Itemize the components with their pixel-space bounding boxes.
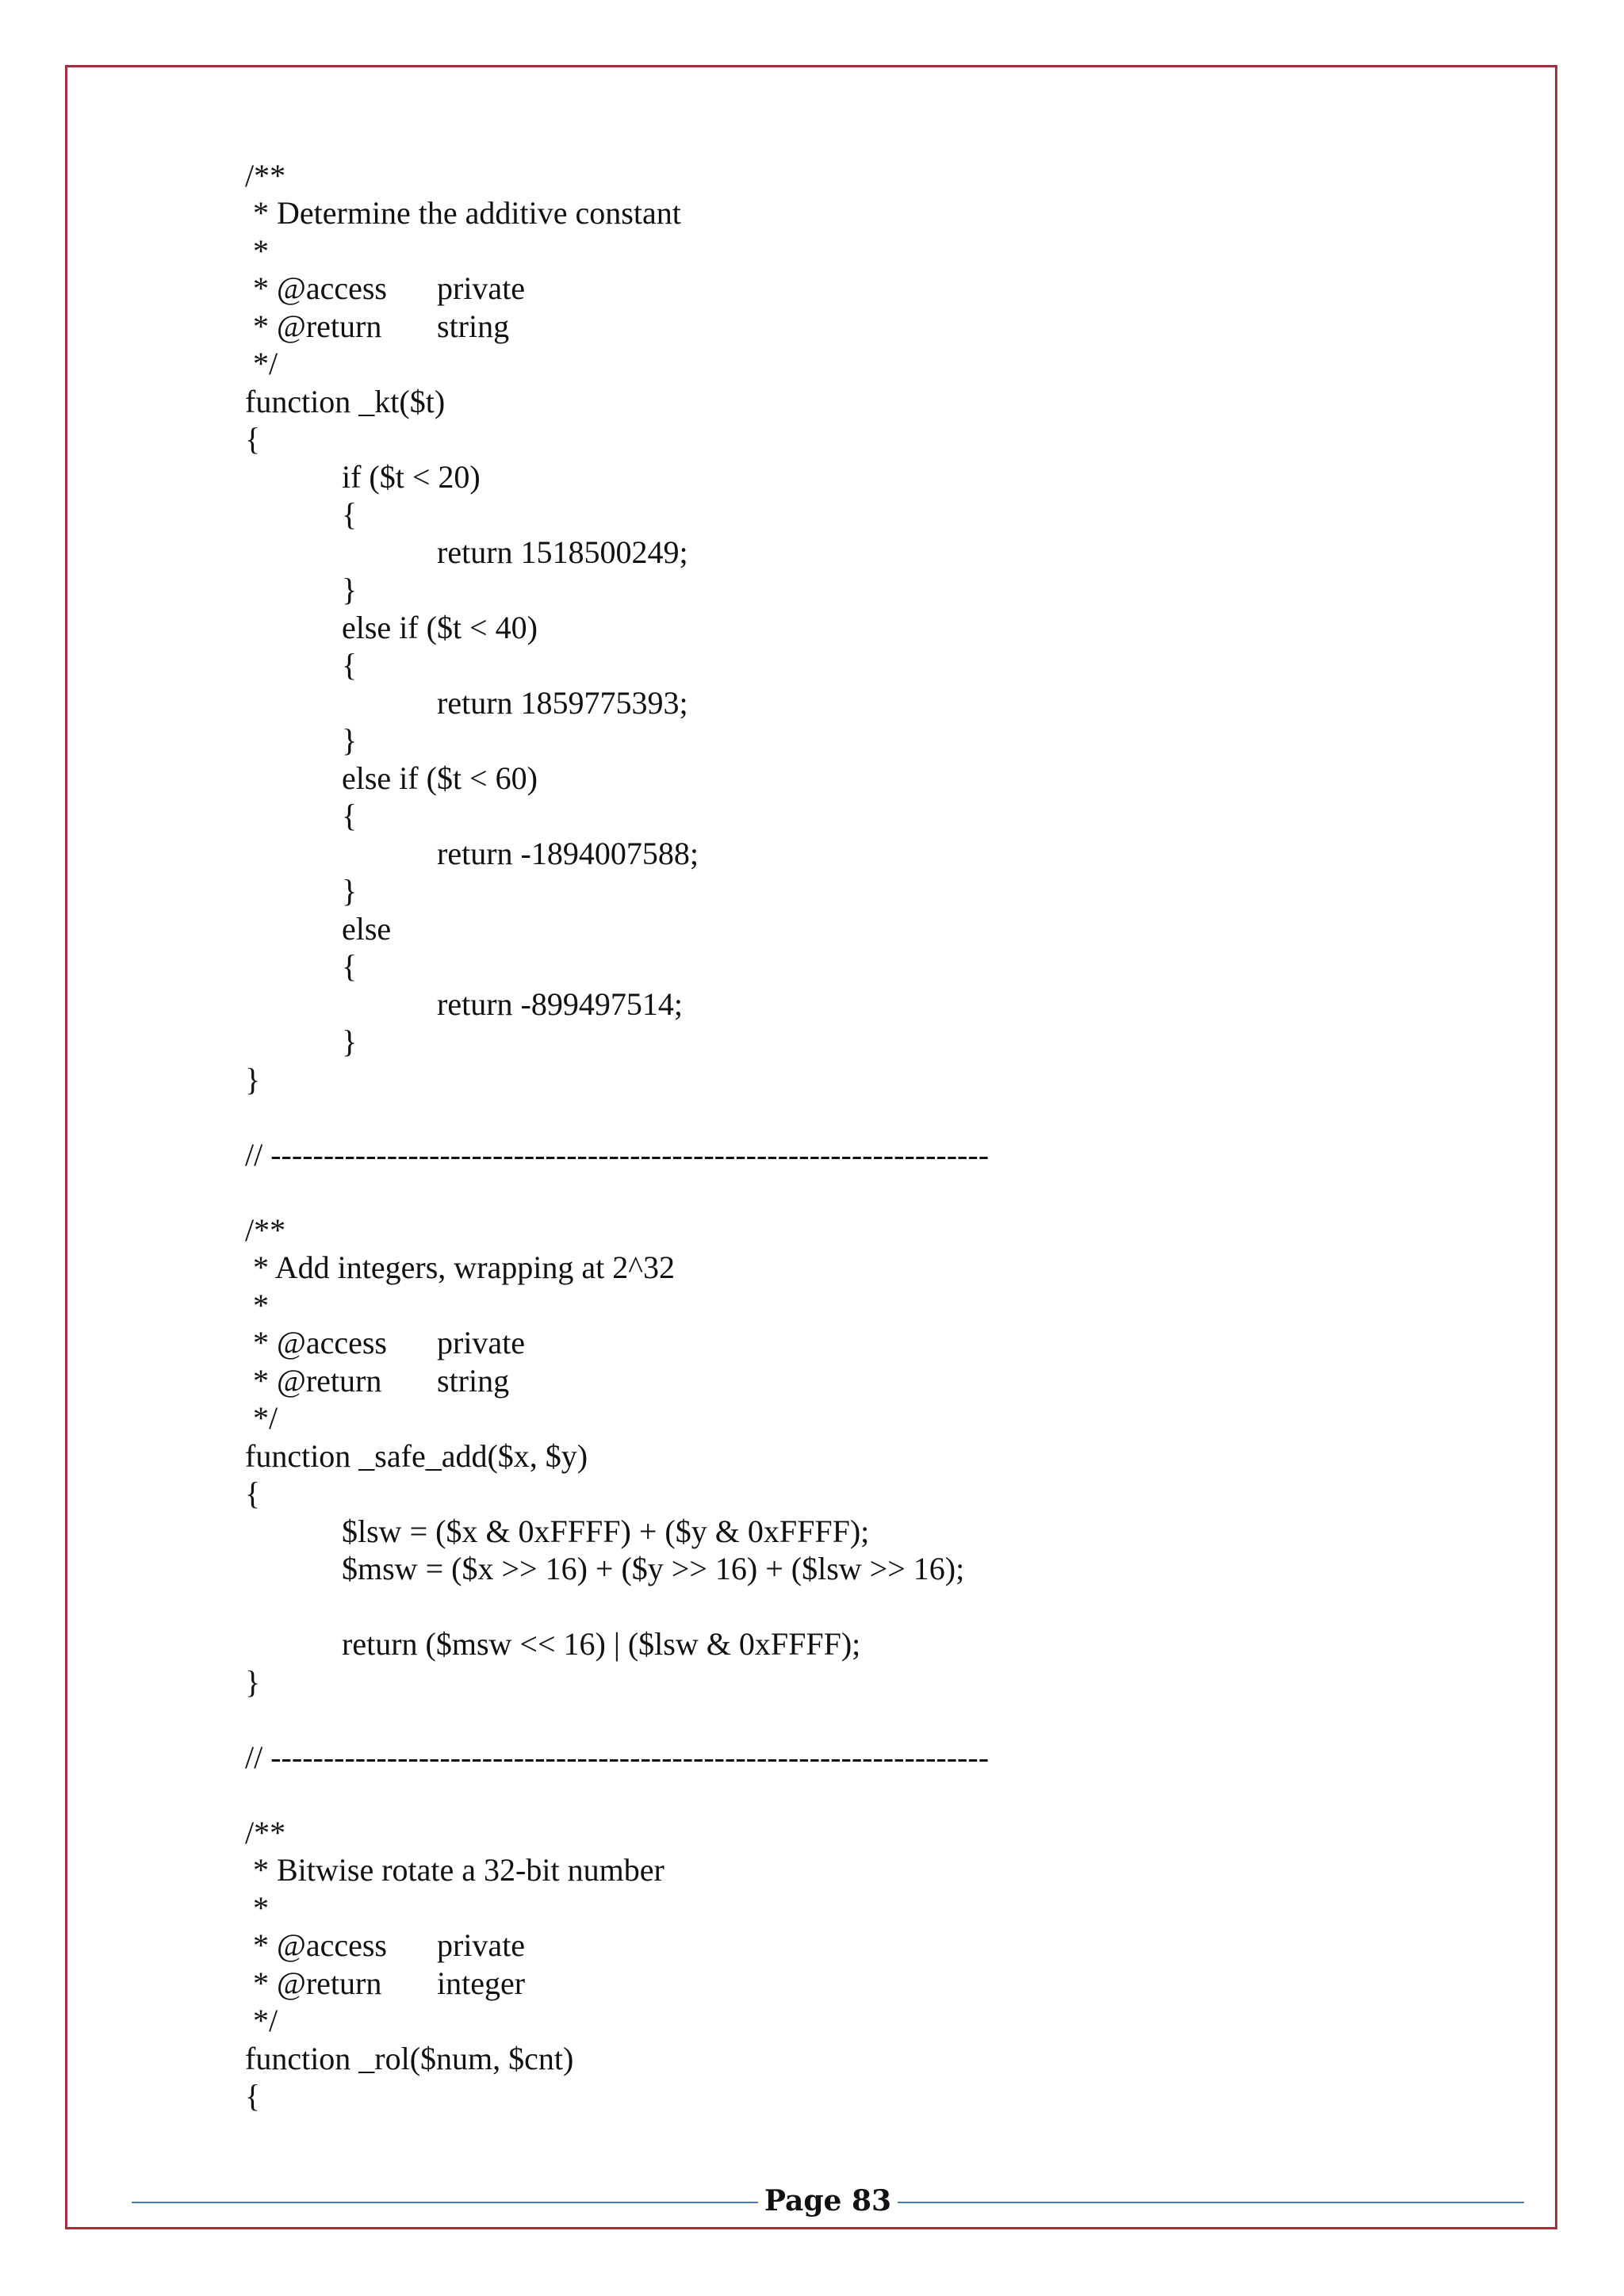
code-line: else if ($t < 40) [342,610,538,645]
footer-rule-right [898,2202,1524,2203]
doc-tag-value: private [437,1325,526,1360]
code-line: { [342,948,358,984]
code-line: { [245,1475,261,1511]
code-line: function _rol($num, $cnt) [245,2041,574,2076]
code-line: $msw = ($x >> 16) + ($y >> 16) + ($lsw >> 16); [342,1551,965,1586]
code-line: } [342,572,358,607]
code-line: { [342,647,358,683]
code-line: * [245,1288,269,1323]
code-line: $lsw = ($x & 0xFFFF) + ($y & 0xFFFF); [342,1513,870,1549]
code-line: * [245,1890,269,1926]
page-footer [0,2180,1624,2220]
code-line [245,270,526,308]
doc-tag-value: integer [437,1965,526,2001]
code-line: * Bitwise rotate a 32-bit number [245,1852,665,1888]
code-line: } [342,722,358,758]
page-number: Page 83 [764,2184,892,2218]
footer-rule-left [132,2202,758,2203]
code-line: */ [245,1400,278,1436]
code-line: * Determine the additive constant [245,195,681,231]
doc-tag: * @return [245,1965,382,2001]
code-line: function _kt($t) [245,384,446,419]
doc-tag-value: private [437,270,526,306]
code-line: } [245,1664,261,1700]
code-line: * Add integers, wrapping at 2^32 [245,1249,676,1285]
code-line: { [245,2078,261,2114]
doc-tag: * @access [245,1325,387,1360]
code-line [245,1362,510,1400]
doc-tag-value: string [437,1363,510,1399]
doc-tag-value: string [437,308,510,344]
code-line: return 1859775393; [437,685,688,721]
code-line: { [342,798,358,833]
code-line [245,1927,526,1965]
separator-comment: // -------------------------------------------------------------------- [245,1739,990,1775]
code-line: return 1518500249; [437,534,688,570]
code-line: if ($t < 20) [342,459,481,495]
doc-tag-value: private [437,1927,526,1963]
code-line [245,1324,526,1362]
code-line: } [342,1024,358,1059]
code-line: else if ($t < 60) [342,760,538,796]
code-line: } [342,873,358,909]
code-line: } [245,1062,261,1097]
code-line: * [245,233,269,269]
code-line: /** [245,1815,286,1850]
doc-tag: * @access [245,270,387,306]
doc-tag: * @return [245,1363,382,1399]
code-line: /** [245,1212,286,1248]
code-line: { [245,421,261,457]
code-line: return ($msw << 16) | ($lsw & 0xFFFF); [342,1626,861,1662]
code-line: function _safe_add($x, $y) [245,1438,588,1474]
code-line: */ [245,2003,278,2038]
code-line: { [342,496,358,532]
code-line: else [342,911,392,947]
doc-tag: * @access [245,1927,387,1963]
code-line: /** [245,158,286,193]
code-line [245,308,510,346]
code-line: return -899497514; [437,986,683,1022]
code-line: */ [245,346,278,381]
doc-tag: * @return [245,308,382,344]
code-line: return -1894007588; [437,836,699,871]
code-line [245,1965,526,2003]
separator-comment: // -------------------------------------------------------------------- [245,1137,990,1173]
